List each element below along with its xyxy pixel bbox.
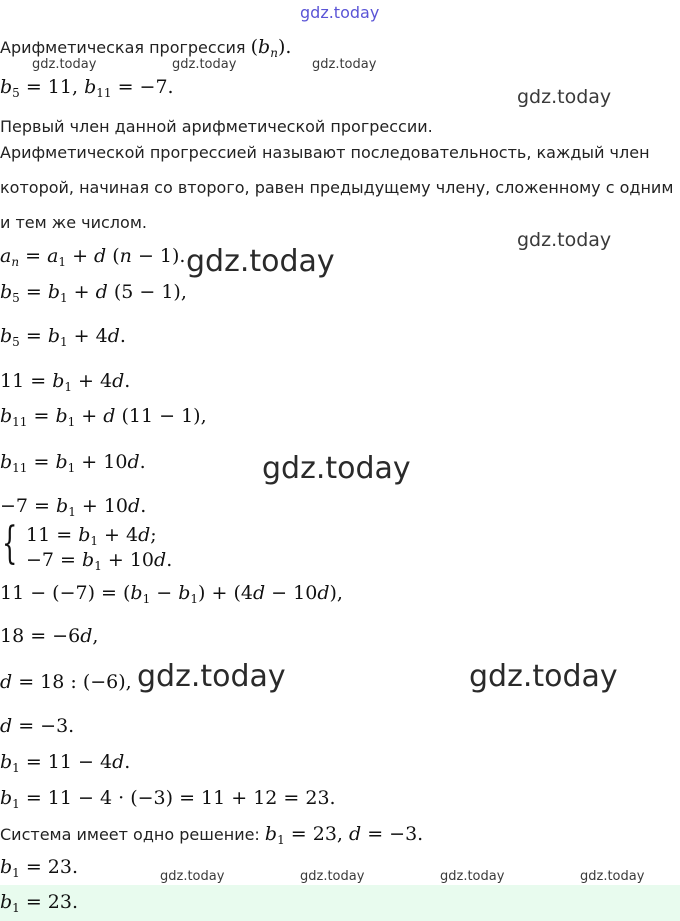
watermark-large: gdz.today [262, 451, 411, 486]
formula-eq1: $11 = b_1 + 4d$. [0, 370, 131, 394]
formula-18: 18 = −6d, [0, 625, 99, 647]
watermark-large: gdz.today [186, 244, 335, 279]
system-brace: { [2, 518, 18, 569]
formula-b1-final: $b_1 = 23$. [0, 856, 79, 880]
watermark-medium: gdz.today [517, 229, 612, 251]
intro-text: Арифметическая прогрессия [0, 38, 246, 57]
formula-b11: $b_{11} = b_1 + 10d$. [0, 451, 146, 475]
watermark-small: gdz.today [32, 57, 97, 72]
intro-formula: $(b_n)$. [250, 36, 292, 60]
watermark-large: gdz.today [137, 659, 286, 694]
watermark-large: gdz.today [469, 659, 618, 694]
formula-general-term: $a_n = a_1 + d$ (n − 1). [0, 245, 186, 269]
formula-d-div: d = 18 : (−6), [0, 671, 132, 693]
given-formula: $b_5 = 11$, $b_{11} = -7$. [0, 76, 174, 100]
definition-line-3: и тем же числом. [0, 213, 147, 232]
watermark-small: gdz.today [440, 869, 505, 884]
watermark-small: gdz.today [300, 869, 365, 884]
definition-line-2: которой, начиная со второго, равен предыдущему члену, сложенному с одним [0, 178, 674, 197]
formula-b5-general: $b_5 = b_1 + d$ (5 − 1), [0, 281, 187, 305]
watermark-medium: gdz.today [517, 86, 612, 108]
formula-d-result: d = −3. [0, 715, 75, 737]
system-eq1: $11 = b_1 + 4d$; [26, 524, 157, 548]
formula-b11-general: $b_{11} = b_1 + d$ (11 − 1), [0, 405, 207, 429]
question-line: Первый член данной арифметической прогрессии. [0, 117, 433, 136]
answer-value: $b_1 = 23$. [0, 891, 79, 915]
formula-b5: $b_5 = b_1 + 4d$. [0, 325, 126, 349]
system-solution-values: $b_1 = 23$, d = −3. [264, 823, 424, 847]
watermark-small: gdz.today [172, 57, 237, 72]
watermark-top: gdz.today [300, 3, 380, 22]
system-eq2: $-7 = b_1 + 10d$. [26, 549, 173, 573]
formula-b1-expr: $b_1 = 11 - 4d$. [0, 751, 131, 775]
formula-subtract: $11 - (-7) = (b_1 - b_1) + (4d - 10d)$, [0, 582, 343, 606]
equation-system [0, 518, 200, 573]
answer-box [0, 885, 680, 921]
watermark-small: gdz.today [580, 869, 645, 884]
watermark-small: gdz.today [160, 869, 225, 884]
formula-b1-calc: $b_1 = 11 - 4 \cdot (-3) = 11 + 12 = 23$. [0, 787, 336, 811]
watermark-small: gdz.today [312, 57, 377, 72]
system-solution-line [0, 823, 423, 847]
definition-line-1: Арифметической прогрессией называют последовательность, каждый член [0, 143, 650, 162]
system-solution-text: Система имеет одно решение: [0, 825, 260, 844]
formula-eq2: $-7 = b_1 + 10d$. [0, 495, 147, 519]
